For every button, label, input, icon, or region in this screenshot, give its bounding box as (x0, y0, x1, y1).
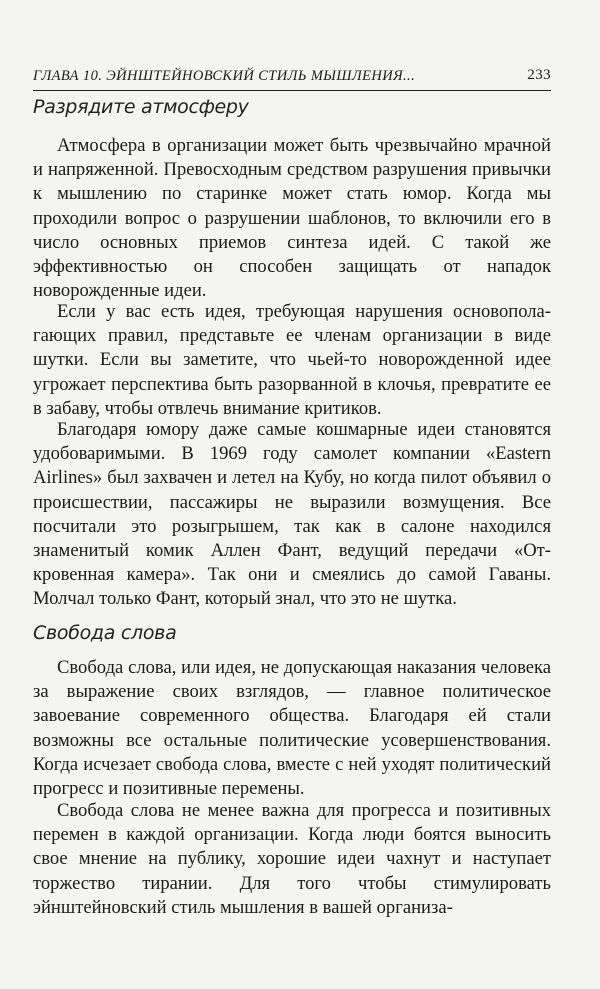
paragraph: Атмосфера в организации может быть чрезвычайно мрачной и напряженной. Превосходным средством разрушения привычки к мышлению по старинке может стать юмор. Когда мы проходили вопрос о разрушении шаблонов, то включили его в число основных приемов синтеза идей. С такой же эффективностью он способен защищать от нападок новорожденные идеи. (33, 135, 551, 302)
paragraph: Благодаря юмору даже самые кошмарные идеи становятся удобоваримыми. В 1969 году самолет компании «Eastern Airlines» был захвачен и летел на Кубу, но когда пилот объявил о происшествии, пассажиры не выразили возмущения. Все посчитали это розыгрышем, так как в салоне находился знаменитый комик Аллен Фант, ведущий передачи «Откровенная камера». Так они и смеялись до самой Гаваны. Молчал только Фант, который знал, что это не шутка. (33, 419, 551, 610)
section-heading-free-speech: Свобода слова (33, 622, 177, 644)
paragraph: Свобода слова не менее важна для прогресса и позитивных перемен в каждой организации. Когда люди боятся выносить свое мнение на публику, хорошие идеи чахнут и наступает торжество тирании. Для того чтобы стимулировать эйнштейновский стиль мышления в вашей организа- (33, 800, 551, 918)
section-heading-atmosphere: Разрядите атмосферу (33, 96, 249, 118)
page-number: 233 (527, 67, 551, 83)
running-title: ГЛАВА 10. ЭЙНШТЕЙНОВСКИЙ СТИЛЬ МЫШЛЕНИЯ... (33, 68, 416, 84)
running-header (33, 66, 551, 91)
paragraph: Если у вас есть идея, требующая нарушения основополагающих правил, представьте ее членам организации в виде шутки. Если вы заметите, что чьей-то новорожденной идее угрожает перспектива быть разорванной в клочья, превратите ее в забаву, чтобы отвлечь внимание критиков. (33, 301, 551, 419)
paragraph: Свобода слова, или идея, не допускающая наказания человека за выражение своих взглядов, — главное политическое завоевание современного общества. Благодаря ей стали возможны все остальные политические усовершенствования. Когда исчезает свобода слова, вместе с ней уходят политический прогресс и позитивные перемены. (33, 657, 551, 800)
